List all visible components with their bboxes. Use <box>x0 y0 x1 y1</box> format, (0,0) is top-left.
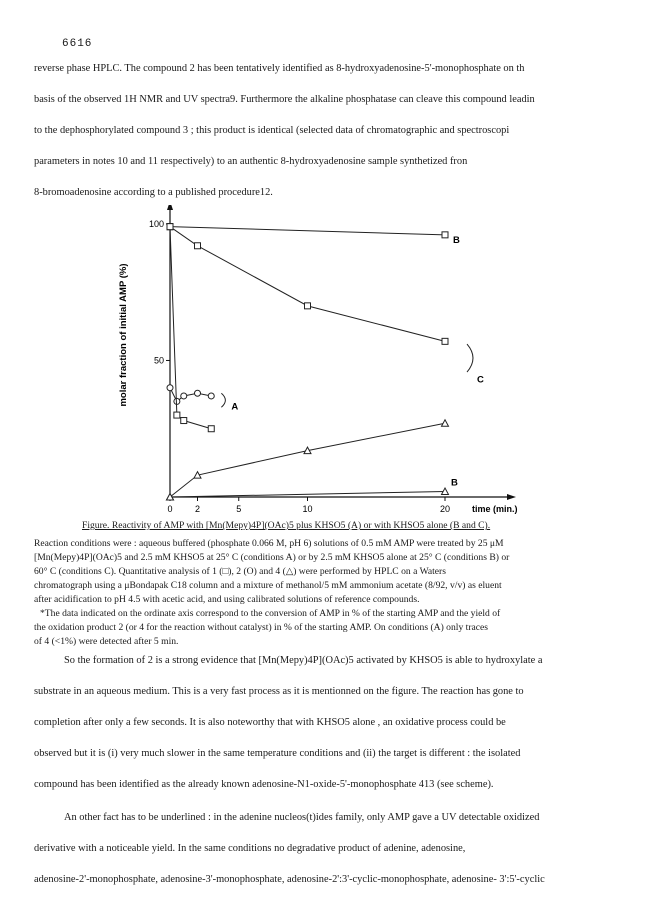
figure-chart <box>0 205 672 525</box>
label-b-top: B <box>453 234 460 246</box>
caption-line: [Mn(Mepy)4P](OAc)5 and 2.5 mM KHSO5 at 25° C (conditions A) or by 2.5 mM KHSO5 alone at 25° C (conditions B) or <box>34 552 510 563</box>
text-line: reverse phase HPLC. The compound 2 has been tentatively identified as 8-hydroxyadenosine-5'-monophosphate on th <box>34 63 525 74</box>
data-point-square <box>305 303 311 309</box>
data-point-square <box>208 426 214 432</box>
bracket-c <box>467 344 473 372</box>
data-point-square <box>442 232 448 238</box>
caption-line: Reaction conditions were : aqueous buffered (phosphate 0.066 M, pH 6) solutions of 0.5 mM AMP were treated by 25 μM <box>34 538 504 549</box>
label-a: A <box>231 401 239 413</box>
text-line: adenosine-2'-monophosphate, adenosine-3'-monophosphate, adenosine-2':3'-cyclic-monophosphate, adenosine- 3':5'-cyclic <box>34 874 545 885</box>
series-line-B <box>170 227 445 235</box>
text-line: completion after only a few seconds. It is also noteworthy that with KHSO5 alone , an oxidative process could be <box>34 717 506 728</box>
caption-line: of 4 (<1%) were detected after 5 min. <box>34 636 179 647</box>
text-line: substrate in an aqueous medium. This is a very fast process as it is mentionned on the figure. The reaction has gone to <box>34 686 524 697</box>
text-line: to the dephosphorylated compound 3 ; this product is identical (selected data of chromatographic and spectroscopi <box>34 125 510 136</box>
series-line-C <box>170 423 445 497</box>
caption-line: *The data indicated on the ordinate axis correspond to the conversion of AMP in % of the starting AMP and the yield of <box>40 608 501 619</box>
text-line: parameters in notes 10 and 11 respectively) to an authentic 8-hydroxyadenosine sample synthetized fron <box>34 156 468 167</box>
caption-line: the oxidation product 2 (or 4 for the reaction without catalyst) in % of the starting AMP. On conditions (A) only traces <box>34 622 489 633</box>
caption-title: Figure. Reactivity of AMP with [Mn(Mepy)4P](OAc)5 plus KHSO5 (A) or with KHSO5 alone (B and C). <box>82 520 491 531</box>
series-line-A <box>170 227 211 429</box>
data-point-square <box>167 224 173 230</box>
x-tick-label: 20 <box>439 504 451 514</box>
data-point-square <box>442 338 448 344</box>
caption-line: 60° C (conditions C). Quantitative analysis of 1 (□), 2 (O) and 4 (△) were performed by HPLC on a Waters <box>34 566 446 577</box>
text-line: observed but it is (i) very much slower in the same temperature conditions and (ii) the target is different : the isolated <box>34 748 521 759</box>
text-line: compound has been identified as the already known adenosine-N1-oxide-5'-monophosphate 413 (see scheme). <box>34 779 494 790</box>
label-b-bottom: B <box>451 477 458 489</box>
chart-axes <box>118 205 518 514</box>
text-line: 8-bromoadenosine according to a published procedure12. <box>34 187 273 198</box>
data-point-triangle <box>442 420 449 427</box>
data-point-square <box>174 412 180 418</box>
label-c: C <box>477 374 484 386</box>
data-point-square <box>195 243 201 249</box>
page-number: 6616 <box>62 38 93 50</box>
series-line-B <box>170 492 445 497</box>
y-axis-arrow <box>167 205 173 210</box>
chart-series <box>167 224 449 500</box>
caption-line: chromatograph using a μBondapak C18 column and a mixture of methanol/5 mM ammonium acetate (8/92, v/v) as eluent <box>34 580 502 591</box>
chart-labels <box>221 235 484 489</box>
x-tick-label: 0 <box>167 504 173 514</box>
bracket-a <box>221 393 225 407</box>
text-line: basis of the observed 1H NMR and UV spectra9. Furthermore the alkaline phosphatase can cleave this compound leadin <box>34 94 535 105</box>
x-tick-label: 5 <box>236 504 242 514</box>
y-tick-label: 100 <box>148 218 164 229</box>
text-line: derivative with a noticeable yield. In the same conditions no degradative product of adenine, adenosine, <box>34 843 466 854</box>
data-point-circle <box>208 393 214 399</box>
x-axis-arrow <box>507 494 516 500</box>
data-point-circle <box>181 393 187 399</box>
y-tick-label: 50 <box>153 355 164 366</box>
x-tick-label: 10 <box>302 504 313 514</box>
data-point-circle <box>195 390 201 396</box>
x-axis-title: time (min.) <box>472 504 518 514</box>
caption-line: after acidification to pH 4.5 with acetic acid, and using calibrated solutions of reference compounds. <box>34 594 420 605</box>
text-line: So the formation of 2 is a strong evidence that [Mn(Mepy)4P](OAc)5 activated by KHSO5 is able to hydroxylate a <box>64 655 543 666</box>
data-point-circle <box>167 385 173 391</box>
data-point-square <box>181 418 187 424</box>
series-line-C <box>170 227 445 342</box>
y-axis-title: molar fraction of initial AMP (%) <box>118 263 129 407</box>
x-tick-label: 2 <box>194 504 201 514</box>
text-line: An other fact has to be underlined : in the adenine nucleos(t)ides family, only AMP gave a UV detectable oxidized <box>64 812 540 823</box>
